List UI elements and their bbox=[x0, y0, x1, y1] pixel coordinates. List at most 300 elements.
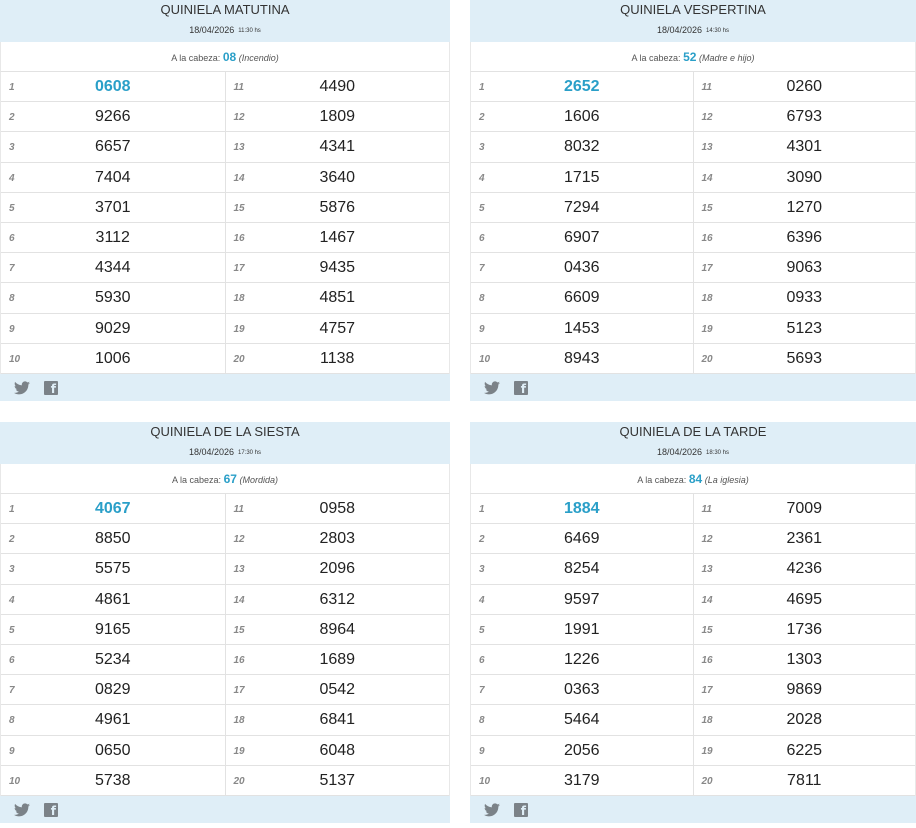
result-number: 2361 bbox=[786, 530, 823, 548]
result-number: 6048 bbox=[319, 741, 356, 759]
position-label: 19 bbox=[233, 745, 245, 757]
result-number: 4236 bbox=[786, 560, 823, 578]
twitter-icon-glyph bbox=[14, 381, 30, 395]
table-row bbox=[471, 102, 915, 132]
result-number: 7294 bbox=[563, 198, 600, 216]
table-row bbox=[471, 283, 915, 313]
twitter-icon[interactable] bbox=[14, 803, 30, 817]
result-cell bbox=[226, 102, 450, 131]
result-cell bbox=[694, 72, 916, 101]
panel-tarde bbox=[470, 422, 916, 828]
table-row bbox=[1, 736, 449, 766]
result-cell bbox=[694, 193, 916, 222]
position-label: 10 bbox=[9, 775, 21, 787]
result-cell bbox=[694, 524, 916, 553]
table-row bbox=[471, 163, 915, 193]
position-label: 20 bbox=[233, 353, 245, 365]
result-cell bbox=[226, 705, 450, 734]
cabeza-label: A la cabeza: bbox=[172, 475, 222, 485]
position-label: 19 bbox=[701, 323, 713, 335]
position-label: 14 bbox=[233, 594, 245, 606]
result-number: 8943 bbox=[563, 349, 600, 367]
table-row bbox=[1, 344, 449, 374]
result-cell bbox=[471, 554, 694, 583]
result-number: 6312 bbox=[319, 590, 356, 608]
result-number: 7404 bbox=[94, 168, 131, 186]
panel-title: QUINIELA VESPERTINA bbox=[620, 2, 766, 17]
position-label: 16 bbox=[701, 654, 713, 666]
cabeza-meaning: (Incendio) bbox=[238, 53, 279, 63]
position-label: 14 bbox=[701, 594, 713, 606]
position-label: 9 bbox=[9, 323, 15, 335]
result-number: 6225 bbox=[786, 741, 823, 759]
result-cell bbox=[1, 705, 226, 734]
result-cell bbox=[226, 72, 450, 101]
draw-time: 17:30 hs bbox=[238, 450, 262, 456]
twitter-icon[interactable] bbox=[14, 381, 30, 395]
draw-datetime bbox=[470, 24, 916, 37]
cabeza-label: A la cabeza: bbox=[171, 53, 221, 63]
position-label: 14 bbox=[233, 172, 245, 184]
result-cell bbox=[471, 314, 694, 343]
result-cell bbox=[694, 585, 916, 614]
result-number: 6609 bbox=[563, 289, 600, 307]
position-label: 11 bbox=[701, 504, 712, 515]
result-cell bbox=[694, 645, 916, 674]
position-label: 13 bbox=[701, 142, 713, 154]
result-number: 5876 bbox=[319, 198, 356, 216]
result-cell bbox=[471, 524, 694, 553]
result-number: 5123 bbox=[786, 319, 823, 337]
position-label: 10 bbox=[9, 353, 21, 365]
table-row bbox=[471, 524, 915, 554]
result-cell bbox=[694, 705, 916, 734]
cabeza-number: 52 bbox=[683, 50, 697, 64]
result-number: 5693 bbox=[786, 349, 823, 367]
table-row bbox=[471, 223, 915, 253]
position-label: 2 bbox=[9, 534, 15, 546]
result-cell bbox=[226, 524, 450, 553]
result-cell bbox=[694, 494, 916, 523]
table-row bbox=[471, 585, 915, 615]
draw-date: 18/04/2026 bbox=[189, 25, 235, 35]
result-cell bbox=[694, 615, 916, 644]
result-cell bbox=[694, 163, 916, 192]
result-number: 8850 bbox=[94, 530, 131, 548]
result-number: 9165 bbox=[94, 620, 131, 638]
cabeza-meaning: (Mordida) bbox=[239, 475, 278, 485]
result-number: 0436 bbox=[563, 259, 600, 277]
position-label: 9 bbox=[479, 323, 485, 335]
result-number: 3112 bbox=[95, 228, 130, 246]
table-row bbox=[471, 132, 915, 162]
table-row bbox=[1, 163, 449, 193]
position-label: 12 bbox=[701, 534, 713, 546]
panel-footer bbox=[0, 796, 450, 823]
result-number: 3640 bbox=[319, 168, 356, 186]
table-row bbox=[1, 494, 449, 524]
result-number: 5575 bbox=[94, 560, 131, 578]
result-number: 0608 bbox=[94, 78, 131, 95]
result-cell bbox=[471, 223, 694, 252]
position-label: 10 bbox=[479, 775, 491, 787]
position-label: 19 bbox=[233, 323, 245, 335]
position-label: 17 bbox=[701, 685, 713, 697]
result-cell bbox=[1, 524, 226, 553]
result-cell bbox=[694, 344, 916, 373]
result-number: 8964 bbox=[319, 620, 356, 638]
position-label: 3 bbox=[479, 142, 485, 154]
result-cell bbox=[471, 675, 694, 704]
position-label: 15 bbox=[233, 202, 245, 214]
cabeza-number: 67 bbox=[223, 472, 237, 486]
result-number: 1453 bbox=[563, 319, 600, 337]
position-label: 7 bbox=[479, 263, 485, 275]
panel-footer bbox=[470, 374, 916, 401]
result-cell bbox=[471, 494, 694, 523]
table-row bbox=[471, 193, 915, 223]
position-label: 1 bbox=[9, 82, 15, 93]
table-row bbox=[471, 766, 915, 796]
panel-siesta bbox=[0, 422, 450, 828]
table-row bbox=[1, 72, 449, 102]
draw-time: 11:30 hs bbox=[238, 28, 261, 34]
result-cell bbox=[471, 705, 694, 734]
result-number: 4301 bbox=[786, 138, 823, 156]
result-number: 9029 bbox=[94, 319, 131, 337]
result-cell bbox=[471, 766, 694, 795]
result-number: 5137 bbox=[319, 771, 356, 789]
table-row bbox=[471, 314, 915, 344]
cabeza-label: A la cabeza: bbox=[631, 53, 681, 63]
result-number: 4851 bbox=[319, 289, 356, 307]
position-label: 15 bbox=[701, 202, 713, 214]
table-row bbox=[471, 705, 915, 735]
cabeza-summary bbox=[470, 42, 916, 72]
table-row bbox=[1, 554, 449, 584]
position-label: 7 bbox=[9, 263, 15, 275]
position-label: 4 bbox=[9, 594, 15, 606]
position-label: 17 bbox=[701, 263, 713, 275]
result-cell bbox=[226, 585, 450, 614]
result-cell bbox=[694, 766, 916, 795]
table-row bbox=[1, 223, 449, 253]
result-cell bbox=[471, 102, 694, 131]
draw-datetime bbox=[470, 446, 916, 459]
result-number: 0260 bbox=[786, 78, 823, 95]
position-label: 8 bbox=[9, 715, 15, 727]
result-number: 1006 bbox=[94, 349, 131, 367]
position-label: 18 bbox=[701, 715, 713, 727]
position-label: 1 bbox=[479, 82, 485, 93]
result-cell bbox=[226, 736, 450, 765]
position-label: 16 bbox=[233, 232, 245, 244]
position-label: 1 bbox=[9, 504, 15, 515]
result-number: 0542 bbox=[319, 681, 356, 699]
result-number: 2028 bbox=[786, 711, 823, 729]
panel-footer bbox=[0, 374, 450, 401]
result-number: 1736 bbox=[786, 620, 823, 638]
table-row bbox=[1, 645, 449, 675]
result-number: 6793 bbox=[786, 108, 823, 126]
result-number: 2096 bbox=[319, 560, 356, 578]
result-cell bbox=[471, 72, 694, 101]
result-number: 1303 bbox=[786, 650, 823, 668]
result-number: 8254 bbox=[563, 560, 600, 578]
panel-footer bbox=[470, 796, 916, 823]
cabeza-summary bbox=[0, 42, 450, 72]
position-label: 6 bbox=[9, 654, 15, 666]
position-label: 8 bbox=[479, 715, 485, 727]
position-label: 4 bbox=[9, 172, 15, 184]
table-row bbox=[1, 102, 449, 132]
position-label: 18 bbox=[233, 715, 245, 727]
result-number: 5234 bbox=[94, 650, 131, 668]
position-label: 6 bbox=[479, 232, 485, 244]
table-row bbox=[1, 132, 449, 162]
position-label: 1 bbox=[479, 504, 485, 515]
results-table bbox=[470, 494, 916, 796]
table-row bbox=[471, 675, 915, 705]
panel-header bbox=[0, 0, 450, 42]
result-number: 5930 bbox=[94, 289, 131, 307]
twitter-icon-glyph bbox=[14, 803, 30, 817]
result-number: 4341 bbox=[319, 138, 356, 156]
result-number: 0933 bbox=[786, 289, 823, 307]
table-row bbox=[1, 766, 449, 796]
result-cell bbox=[471, 615, 694, 644]
results-table bbox=[0, 72, 450, 374]
position-label: 20 bbox=[233, 775, 245, 787]
position-label: 8 bbox=[9, 293, 15, 305]
cabeza-meaning: (La iglesia) bbox=[704, 475, 749, 485]
result-cell bbox=[1, 223, 226, 252]
result-cell bbox=[1, 494, 226, 523]
position-label: 12 bbox=[233, 534, 245, 546]
position-label: 19 bbox=[701, 745, 713, 757]
panel-vespertina bbox=[470, 0, 916, 402]
result-number: 4344 bbox=[94, 259, 131, 277]
position-label: 12 bbox=[233, 112, 245, 124]
position-label: 11 bbox=[233, 82, 244, 93]
table-row bbox=[1, 615, 449, 645]
position-label: 15 bbox=[701, 624, 713, 636]
facebook-icon[interactable]: f bbox=[44, 381, 58, 395]
result-number: 2652 bbox=[563, 78, 600, 95]
result-cell bbox=[1, 102, 226, 131]
facebook-icon[interactable]: f bbox=[44, 803, 58, 817]
table-row bbox=[1, 253, 449, 283]
result-number: 5738 bbox=[94, 771, 131, 789]
table-row bbox=[1, 705, 449, 735]
result-number: 4067 bbox=[94, 500, 131, 517]
result-cell bbox=[694, 554, 916, 583]
position-label: 17 bbox=[233, 685, 245, 697]
result-number: 3179 bbox=[563, 771, 600, 789]
position-label: 13 bbox=[233, 564, 245, 576]
result-cell bbox=[226, 615, 450, 644]
table-row bbox=[471, 494, 915, 524]
result-number: 7811 bbox=[787, 771, 822, 789]
result-number: 4695 bbox=[786, 590, 823, 608]
result-cell bbox=[226, 554, 450, 583]
result-cell bbox=[471, 283, 694, 312]
position-label: 3 bbox=[9, 564, 15, 576]
panel-title: QUINIELA DE LA SIESTA bbox=[150, 424, 300, 439]
table-row bbox=[471, 253, 915, 283]
result-number: 4861 bbox=[94, 590, 131, 608]
result-number: 6907 bbox=[563, 228, 600, 246]
position-label: 5 bbox=[479, 202, 485, 214]
result-cell bbox=[226, 494, 450, 523]
result-number: 1689 bbox=[319, 650, 356, 668]
result-number: 2056 bbox=[563, 741, 600, 759]
position-label: 6 bbox=[9, 232, 15, 244]
result-cell bbox=[1, 766, 226, 795]
position-label: 9 bbox=[9, 745, 15, 757]
panel-header bbox=[470, 0, 916, 42]
twitter-icon-glyph bbox=[484, 803, 500, 817]
result-number: 6841 bbox=[319, 711, 356, 729]
table-row bbox=[471, 736, 915, 766]
draw-date: 18/04/2026 bbox=[656, 447, 702, 457]
result-number: 0958 bbox=[319, 500, 356, 517]
twitter-icon[interactable] bbox=[484, 803, 500, 817]
table-row bbox=[1, 585, 449, 615]
draw-date: 18/04/2026 bbox=[656, 25, 702, 35]
panel-header bbox=[0, 422, 450, 464]
result-cell bbox=[694, 102, 916, 131]
position-label: 4 bbox=[479, 594, 485, 606]
position-label: 10 bbox=[479, 353, 491, 365]
result-cell bbox=[226, 645, 450, 674]
result-number: 7009 bbox=[786, 500, 823, 517]
result-number: 1809 bbox=[319, 108, 356, 126]
result-cell bbox=[226, 253, 450, 282]
result-number: 2803 bbox=[319, 530, 356, 548]
draw-time: 18:30 hs bbox=[706, 450, 730, 456]
panel-matutina bbox=[0, 0, 450, 402]
position-label: 14 bbox=[701, 172, 713, 184]
table-row bbox=[1, 314, 449, 344]
result-cell bbox=[226, 344, 450, 373]
result-cell bbox=[694, 132, 916, 161]
result-number: 0363 bbox=[563, 681, 600, 699]
cabeza-number: 84 bbox=[688, 472, 703, 486]
position-label: 7 bbox=[479, 685, 485, 697]
position-label: 13 bbox=[701, 564, 713, 576]
facebook-icon[interactable]: f bbox=[514, 803, 528, 817]
result-number: 9597 bbox=[563, 590, 600, 608]
result-cell bbox=[1, 675, 226, 704]
table-row bbox=[471, 645, 915, 675]
twitter-icon[interactable] bbox=[484, 381, 500, 395]
result-cell bbox=[226, 766, 450, 795]
result-number: 0650 bbox=[94, 741, 131, 759]
facebook-icon[interactable]: f bbox=[514, 381, 528, 395]
result-cell bbox=[226, 132, 450, 161]
cabeza-summary bbox=[470, 464, 916, 494]
position-label: 2 bbox=[9, 112, 15, 124]
result-cell bbox=[1, 585, 226, 614]
position-label: 3 bbox=[9, 142, 15, 154]
panel-header bbox=[470, 422, 916, 464]
result-number: 1467 bbox=[319, 228, 356, 246]
result-cell bbox=[1, 193, 226, 222]
position-label: 2 bbox=[479, 112, 485, 124]
result-number: 6657 bbox=[94, 138, 131, 156]
result-cell bbox=[226, 163, 450, 192]
table-row bbox=[1, 283, 449, 313]
result-cell bbox=[1, 645, 226, 674]
position-label: 2 bbox=[479, 534, 485, 546]
result-cell bbox=[1, 554, 226, 583]
result-number: 1884 bbox=[563, 500, 600, 517]
results-table bbox=[0, 494, 450, 796]
result-number: 0829 bbox=[94, 681, 131, 699]
result-cell bbox=[471, 645, 694, 674]
result-cell bbox=[471, 585, 694, 614]
position-label: 12 bbox=[701, 112, 713, 124]
result-number: 9266 bbox=[94, 108, 131, 126]
result-cell bbox=[694, 314, 916, 343]
result-number: 1606 bbox=[563, 108, 600, 126]
result-cell bbox=[1, 736, 226, 765]
result-cell bbox=[226, 283, 450, 312]
result-cell bbox=[1, 283, 226, 312]
result-cell bbox=[471, 193, 694, 222]
position-label: 11 bbox=[701, 82, 712, 93]
result-cell bbox=[471, 736, 694, 765]
cabeza-summary bbox=[0, 464, 450, 494]
position-label: 16 bbox=[233, 654, 245, 666]
result-cell bbox=[694, 283, 916, 312]
table-row bbox=[1, 193, 449, 223]
cabeza-number: 08 bbox=[222, 50, 237, 64]
draw-time: 14:30 hs bbox=[706, 28, 730, 34]
result-number: 9869 bbox=[786, 681, 823, 699]
position-label: 4 bbox=[479, 172, 485, 184]
position-label: 5 bbox=[9, 202, 15, 214]
cabeza-meaning: (Madre e hijo) bbox=[698, 53, 755, 63]
result-number: 4490 bbox=[319, 78, 356, 95]
position-label: 15 bbox=[233, 624, 245, 636]
position-label: 20 bbox=[701, 353, 713, 365]
result-cell bbox=[226, 193, 450, 222]
position-label: 6 bbox=[479, 654, 485, 666]
twitter-icon-glyph bbox=[484, 381, 500, 395]
position-label: 3 bbox=[479, 564, 485, 576]
result-number: 5464 bbox=[563, 711, 600, 729]
result-number: 6469 bbox=[563, 530, 600, 548]
position-label: 20 bbox=[701, 775, 713, 787]
position-label: 5 bbox=[479, 624, 485, 636]
table-row bbox=[471, 72, 915, 102]
result-cell bbox=[471, 163, 694, 192]
panel-title: QUINIELA DE LA TARDE bbox=[619, 424, 767, 439]
position-label: 18 bbox=[701, 293, 713, 305]
panel-title: QUINIELA MATUTINA bbox=[160, 2, 290, 17]
result-cell bbox=[471, 132, 694, 161]
result-cell bbox=[694, 736, 916, 765]
position-label: 17 bbox=[233, 263, 245, 275]
result-number: 6396 bbox=[786, 228, 823, 246]
result-number: 9063 bbox=[786, 259, 823, 277]
position-label: 7 bbox=[9, 685, 15, 697]
result-cell bbox=[1, 314, 226, 343]
result-cell bbox=[1, 344, 226, 373]
result-number: 1138 bbox=[320, 349, 355, 367]
